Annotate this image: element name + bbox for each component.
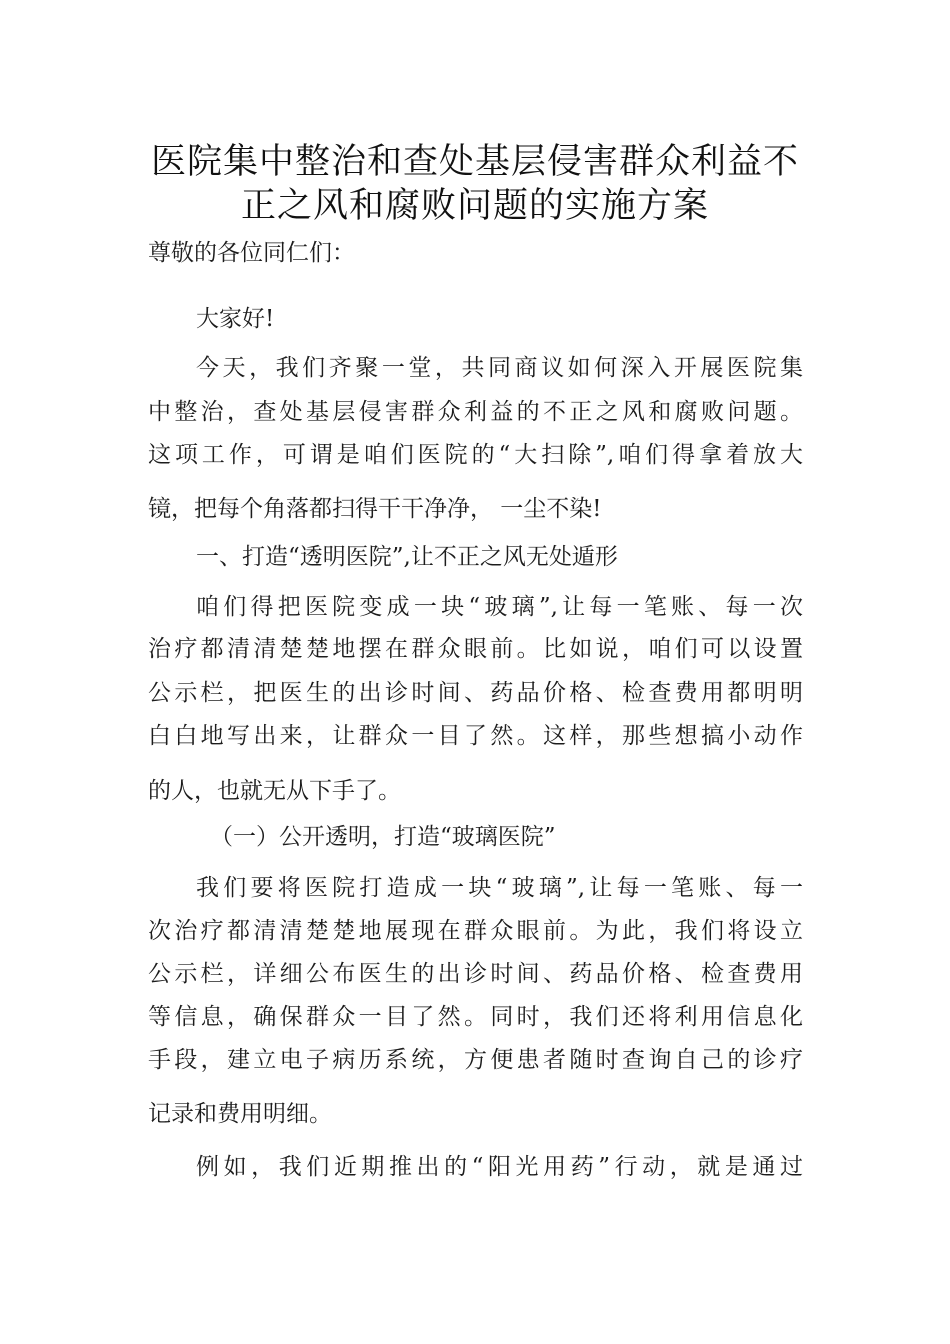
paragraph-line: 我们要将医院打造成一块“玻璃”,让每一笔账、每一 bbox=[196, 875, 803, 901]
paragraph-line: 镜，把每个角落都扫得干干净净， 一尘不染! bbox=[148, 496, 602, 522]
paragraph-line: 今天，我们齐聚一堂，共同商议如何深入开展医院集 bbox=[196, 355, 803, 381]
paragraph-line: 公示栏，把医生的出诊时间、药品价格、检查费用都明明 bbox=[148, 680, 803, 706]
document-title-line-1: 医院集中整治和查处基层侵害群众利益不 bbox=[150, 142, 799, 182]
paragraph-line: 公示栏，详细公布医生的出诊时间、药品价格、检查费用 bbox=[148, 961, 803, 987]
document-title-line-2: 正之风和腐败问题的实施方案 bbox=[240, 186, 709, 226]
section-heading: 一、打造“透明医院”,让不正之风无处遁形 bbox=[196, 544, 618, 570]
paragraph-line: 治疗都清清楚楚地摆在群众眼前。比如说，咱们可以设置 bbox=[148, 636, 803, 662]
paragraph-line: 白白地写出来，让群众一目了然。这样，那些想搞小动作 bbox=[148, 723, 803, 749]
paragraph-line: 这项工作，可谓是咱们医院的“大扫除”,咱们得拿着放大 bbox=[148, 442, 803, 468]
paragraph-line: 手段，建立电子病历系统，方便患者随时查询自己的诊疗 bbox=[148, 1047, 803, 1073]
greeting: 大家好! bbox=[196, 306, 275, 332]
subsection-heading: （一）公开透明，打造“玻璃医院” bbox=[210, 824, 556, 850]
paragraph-line: 等信息，确保群众一目了然。同时，我们还将利用信息化 bbox=[148, 1004, 803, 1030]
paragraph-line: 记录和费用明细。 bbox=[148, 1101, 332, 1127]
paragraph-line: 的人，也就无从下手了。 bbox=[148, 778, 401, 804]
paragraph-line: 次治疗都清清楚楚地展现在群众眼前。为此，我们将设立 bbox=[148, 918, 803, 944]
paragraph-line: 例如，我们近期推出的“阳光用药”行动，就是通过 bbox=[196, 1154, 803, 1180]
paragraph-line: 中整治，查处基层侵害群众利益的不正之风和腐败问题。 bbox=[148, 399, 803, 425]
salutation: 尊敬的各位同仁们： bbox=[148, 240, 355, 266]
paragraph-line: 咱们得把医院变成一块“玻璃”,让每一笔账、每一次 bbox=[196, 594, 803, 620]
